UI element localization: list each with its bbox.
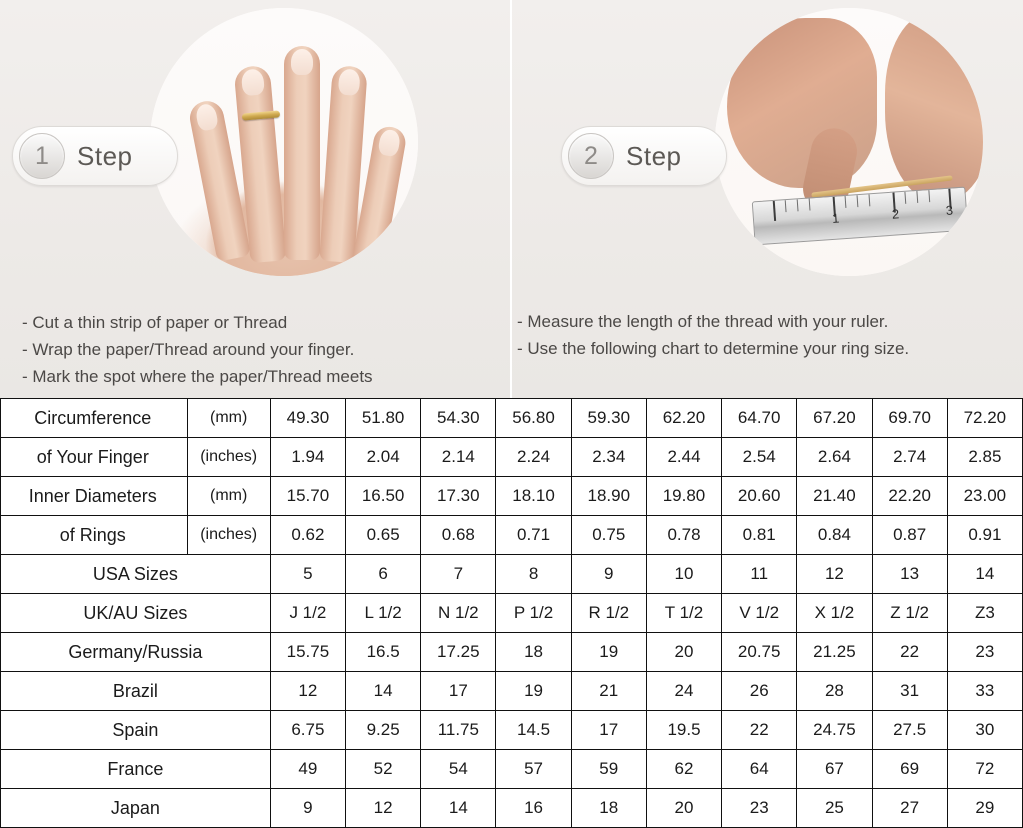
cell: 0.62 <box>270 516 345 555</box>
cell: 27.5 <box>872 711 947 750</box>
cell: 2.74 <box>872 438 947 477</box>
cell: 30 <box>947 711 1022 750</box>
row-label: USA Sizes <box>1 555 271 594</box>
cell: 2.85 <box>947 438 1022 477</box>
cell: 17.25 <box>421 633 496 672</box>
row-label: Germany/Russia <box>1 633 271 672</box>
row-label: Circumference <box>1 399 188 438</box>
step-1-badge <box>12 126 178 186</box>
step-2-panel <box>510 0 1023 398</box>
cell: 51.80 <box>346 399 421 438</box>
cell: P 1/2 <box>496 594 571 633</box>
hand-with-ruler-illustration <box>715 8 983 276</box>
row-unit: (mm) <box>187 399 270 438</box>
cell: 72.20 <box>947 399 1022 438</box>
cell: 64 <box>722 750 797 789</box>
table-row <box>1 789 1023 828</box>
cell: 12 <box>270 672 345 711</box>
step-1-label: Step <box>77 140 133 171</box>
cell: 59 <box>571 750 646 789</box>
table-row <box>1 399 1023 438</box>
table-row <box>1 555 1023 594</box>
cell: 20 <box>646 789 721 828</box>
cell: 0.68 <box>421 516 496 555</box>
step-1-photo <box>150 8 418 276</box>
cell: 17 <box>421 672 496 711</box>
step-2-badge <box>561 126 727 186</box>
cell: 19 <box>496 672 571 711</box>
cell: 10 <box>646 555 721 594</box>
cell: 25 <box>797 789 872 828</box>
cell: 14.5 <box>496 711 571 750</box>
steps-section <box>0 0 1023 398</box>
cell: 6 <box>346 555 421 594</box>
cell: 23 <box>947 633 1022 672</box>
cell: 5 <box>270 555 345 594</box>
ring-size-table <box>0 398 1023 828</box>
cell: 20.75 <box>722 633 797 672</box>
cell: 28 <box>797 672 872 711</box>
cell: 18.90 <box>571 477 646 516</box>
cell: 11.75 <box>421 711 496 750</box>
cell: 20 <box>646 633 721 672</box>
cell: 19 <box>571 633 646 672</box>
table-row <box>1 438 1023 477</box>
row-unit: (inches) <box>187 516 270 555</box>
cell: 54.30 <box>421 399 496 438</box>
row-label: Inner Diameters <box>1 477 188 516</box>
cell: 23.00 <box>947 477 1022 516</box>
step-1-bullet-3: - Mark the spot where the paper/Thread meets <box>22 367 373 386</box>
cell: 67.20 <box>797 399 872 438</box>
cell: 18 <box>571 789 646 828</box>
cell: 0.78 <box>646 516 721 555</box>
cell: V 1/2 <box>722 594 797 633</box>
cell: J 1/2 <box>270 594 345 633</box>
cell: 0.65 <box>346 516 421 555</box>
cell: 64.70 <box>722 399 797 438</box>
step-2-photo <box>715 8 983 276</box>
ruler-number-2: 2 <box>891 206 900 222</box>
cell: 0.91 <box>947 516 1022 555</box>
cell: 9 <box>571 555 646 594</box>
cell: L 1/2 <box>346 594 421 633</box>
cell: 24 <box>646 672 721 711</box>
cell: 2.04 <box>346 438 421 477</box>
step-1-bullet-1: - Cut a thin strip of paper or Thread <box>22 313 288 332</box>
table-row <box>1 750 1023 789</box>
cell: 16.50 <box>346 477 421 516</box>
cell: 14 <box>421 789 496 828</box>
table-row <box>1 477 1023 516</box>
cell: 2.14 <box>421 438 496 477</box>
cell: 0.71 <box>496 516 571 555</box>
step-1-bullet-2: - Wrap the paper/Thread around your finger. <box>22 340 355 359</box>
cell: 20.60 <box>722 477 797 516</box>
table-row <box>1 594 1023 633</box>
cell: 26 <box>722 672 797 711</box>
cell: 49 <box>270 750 345 789</box>
row-label: of Rings <box>1 516 188 555</box>
cell: 0.75 <box>571 516 646 555</box>
cell: 8 <box>496 555 571 594</box>
row-label: France <box>1 750 271 789</box>
cell: 19.80 <box>646 477 721 516</box>
row-label: Spain <box>1 711 271 750</box>
cell: 0.84 <box>797 516 872 555</box>
step-2-number: 2 <box>568 133 614 179</box>
cell: 17.30 <box>421 477 496 516</box>
cell: 2.54 <box>722 438 797 477</box>
ruler <box>752 187 969 246</box>
cell: 16.5 <box>346 633 421 672</box>
row-unit: (inches) <box>187 438 270 477</box>
cell: 22 <box>872 633 947 672</box>
cell: 62 <box>646 750 721 789</box>
cell: 21 <box>571 672 646 711</box>
step-2-label: Step <box>626 140 682 171</box>
cell: 18 <box>496 633 571 672</box>
step-2-bullet-2: - Use the following chart to determine your ring size. <box>517 339 910 358</box>
step-1-instructions <box>22 309 373 390</box>
cell: T 1/2 <box>646 594 721 633</box>
cell: 27 <box>872 789 947 828</box>
cell: 52 <box>346 750 421 789</box>
cell: 2.34 <box>571 438 646 477</box>
cell: 18.10 <box>496 477 571 516</box>
cell: 23 <box>722 789 797 828</box>
cell: 31 <box>872 672 947 711</box>
cell: 67 <box>797 750 872 789</box>
cell: 57 <box>496 750 571 789</box>
table-row <box>1 711 1023 750</box>
cell: 19.5 <box>646 711 721 750</box>
row-label: UK/AU Sizes <box>1 594 271 633</box>
cell: 24.75 <box>797 711 872 750</box>
cell: R 1/2 <box>571 594 646 633</box>
row-unit: (mm) <box>187 477 270 516</box>
ruler-number-1: 1 <box>831 210 840 226</box>
cell: 1.94 <box>270 438 345 477</box>
cell: 72 <box>947 750 1022 789</box>
ruler-number-3: 3 <box>945 202 954 218</box>
cell: 62.20 <box>646 399 721 438</box>
step-1-number: 1 <box>19 133 65 179</box>
cell: 22.20 <box>872 477 947 516</box>
cell: 9 <box>270 789 345 828</box>
cell: N 1/2 <box>421 594 496 633</box>
cell: 6.75 <box>270 711 345 750</box>
row-label: of Your Finger <box>1 438 188 477</box>
cell: 15.70 <box>270 477 345 516</box>
cell: 15.75 <box>270 633 345 672</box>
cell: 17 <box>571 711 646 750</box>
table-row <box>1 633 1023 672</box>
hand-with-thread-illustration <box>150 8 418 276</box>
step-2-bullet-1: - Measure the length of the thread with your ruler. <box>517 312 889 331</box>
step-2-instructions <box>517 308 909 362</box>
cell: 29 <box>947 789 1022 828</box>
cell: 22 <box>722 711 797 750</box>
cell: 21.40 <box>797 477 872 516</box>
row-label: Brazil <box>1 672 271 711</box>
cell: 9.25 <box>346 711 421 750</box>
table-row <box>1 516 1023 555</box>
cell: 59.30 <box>571 399 646 438</box>
cell: 11 <box>722 555 797 594</box>
cell: 49.30 <box>270 399 345 438</box>
table-row <box>1 672 1023 711</box>
cell: 54 <box>421 750 496 789</box>
cell: 0.87 <box>872 516 947 555</box>
cell: 69 <box>872 750 947 789</box>
cell: 13 <box>872 555 947 594</box>
step-1-panel <box>0 0 510 398</box>
cell: 16 <box>496 789 571 828</box>
cell: 2.44 <box>646 438 721 477</box>
cell: Z 1/2 <box>872 594 947 633</box>
cell: 2.24 <box>496 438 571 477</box>
cell: 0.81 <box>722 516 797 555</box>
row-label: Japan <box>1 789 271 828</box>
cell: 14 <box>346 672 421 711</box>
cell: 12 <box>346 789 421 828</box>
cell: 33 <box>947 672 1022 711</box>
cell: 12 <box>797 555 872 594</box>
cell: 7 <box>421 555 496 594</box>
cell: 56.80 <box>496 399 571 438</box>
cell: X 1/2 <box>797 594 872 633</box>
cell: 69.70 <box>872 399 947 438</box>
cell: 2.64 <box>797 438 872 477</box>
cell: 21.25 <box>797 633 872 672</box>
cell: Z3 <box>947 594 1022 633</box>
cell: 14 <box>947 555 1022 594</box>
